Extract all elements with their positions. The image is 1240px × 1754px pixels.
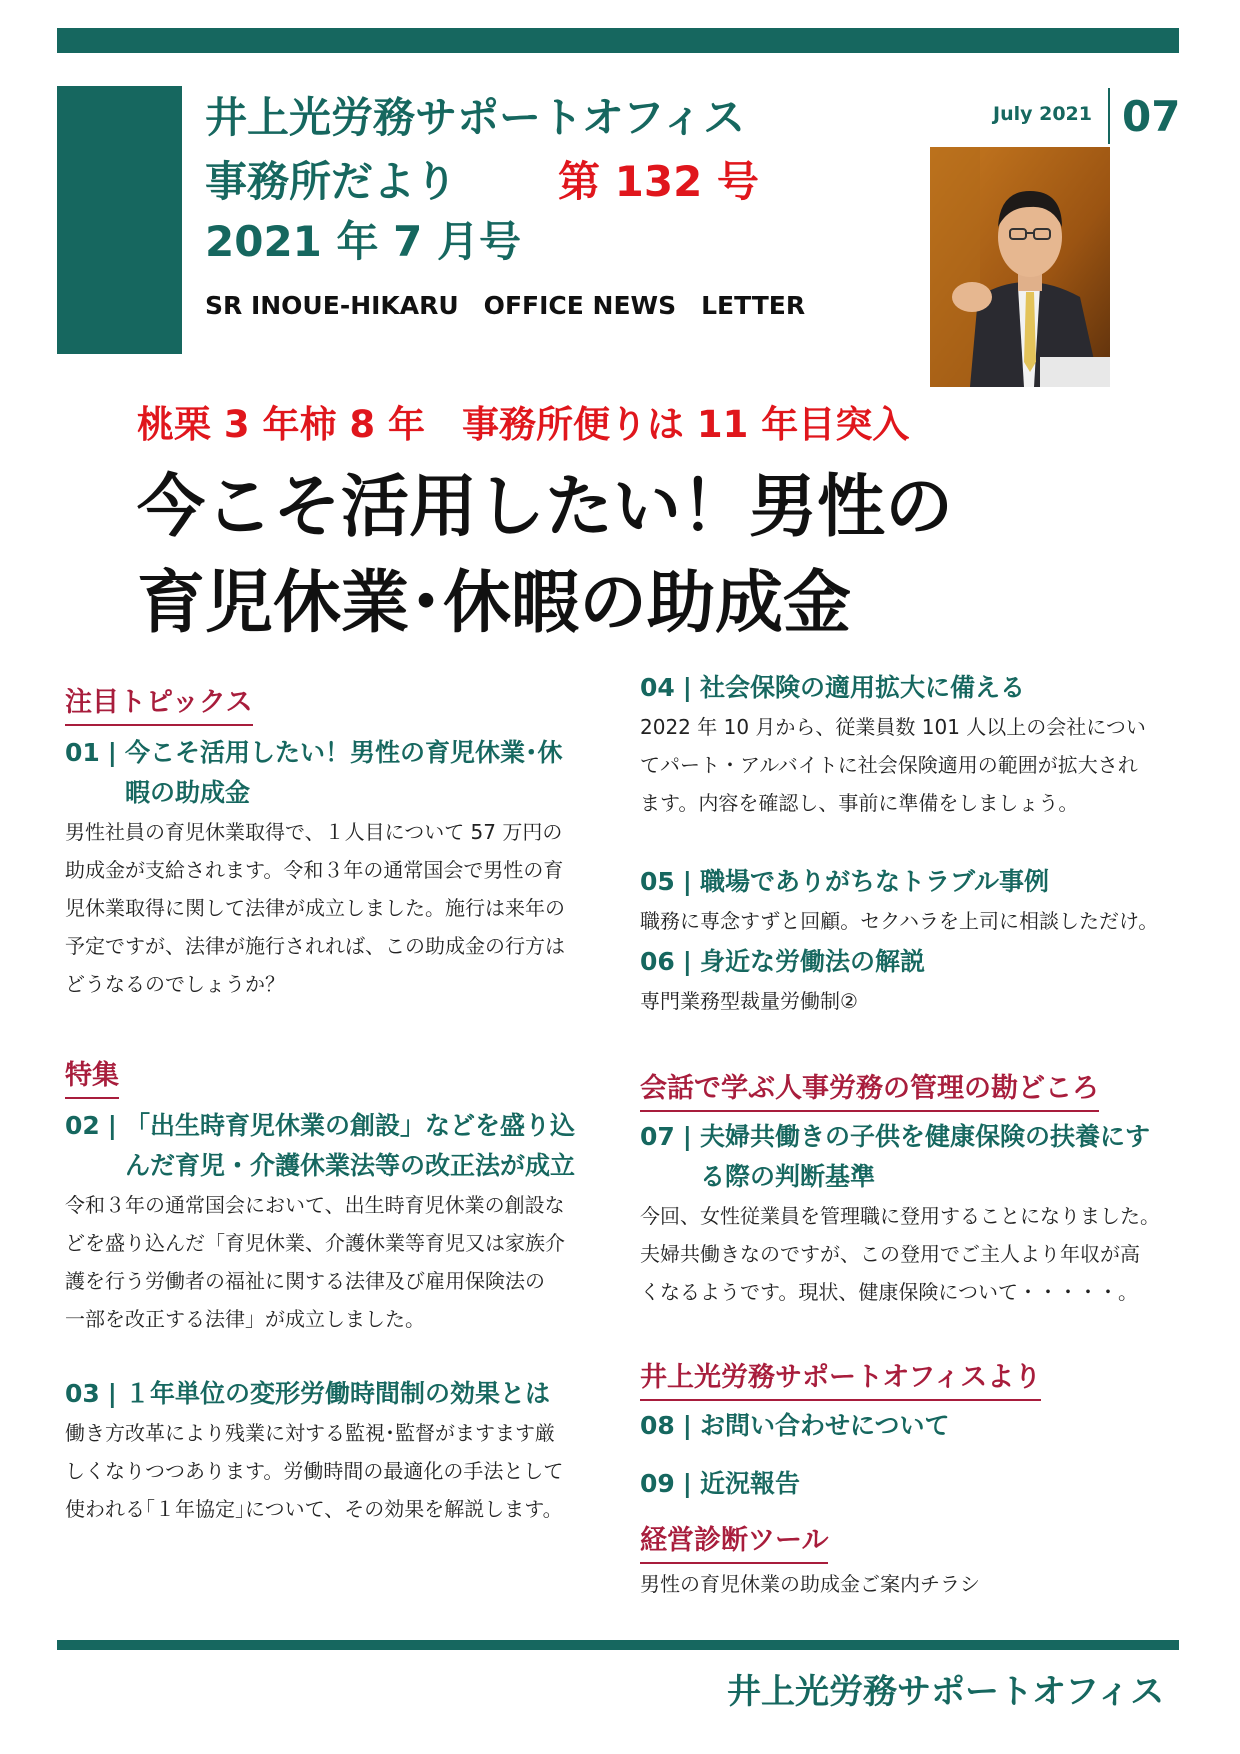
article-04-title[interactable]: 04 | 社会保険の適用拡大に備える <box>640 668 1200 708</box>
issue-number: 第 132 号 <box>558 157 759 206</box>
article-08-title[interactable]: 08 | お問い合わせについて <box>640 1406 1200 1446</box>
article-number: 09 <box>640 1469 675 1498</box>
article-number: 02 <box>65 1111 100 1140</box>
article-06-title[interactable]: 06 | 身近な労働法の解説 <box>640 942 1200 982</box>
article-title-continued: 暇の助成金 <box>125 778 251 807</box>
article-title-text: 「出生時育児休業の創設」などを盛り込 <box>124 1111 575 1140</box>
bottom-bar <box>57 1640 1179 1650</box>
article-02-body: 令和３年の通常国会において、出生時育児休業の創設な どを盛り込んだ「育児休業、介護休業等育児又は家族介 護を行う労働者の福祉に関する法律及び雇用保険法の 一部を改正する法律」が成立しました。 <box>65 1193 565 1331</box>
article-title-text: 夫婦共働きの子供を健康保険の扶養にす <box>699 1122 1150 1151</box>
article-title-text: 身近な労働法の解説 <box>699 947 925 976</box>
headline-line1: 今こそ活用したい！男性の <box>137 468 954 547</box>
article-03-title[interactable]: 03 | １年単位の変形労働時間制の効果とは <box>65 1374 615 1414</box>
article-number: 01 <box>65 738 100 767</box>
article-05-title[interactable]: 05 | 職場でありがちなトラブル事例 <box>640 862 1200 902</box>
article-number: 06 <box>640 947 675 976</box>
tagline: 桃栗 3 年柿 8 年 事務所便りは 11 年目突入 <box>137 403 910 446</box>
article-number: 05 <box>640 867 675 896</box>
article-title-continued: る際の判断基準 <box>700 1162 876 1191</box>
article-number: 07 <box>640 1122 675 1151</box>
issue-date-title: 2021 年 7 月号 <box>205 217 521 266</box>
article-title-text: お問い合わせについて <box>699 1411 950 1440</box>
right-column <box>640 668 1200 1603</box>
tool-description: 男性の育児休業の助成金ご案内チラシ <box>640 1572 980 1596</box>
header-side-block <box>57 86 182 354</box>
newsletter-title: 事務所だより <box>205 157 458 206</box>
section-tool-title: 経営診断ツール <box>640 1525 828 1564</box>
issue-date: July 2021 <box>993 103 1092 125</box>
article-number: 08 <box>640 1411 675 1440</box>
article-07-title[interactable]: 07 | 夫婦共働きの子供を健康保険の扶養にす る際の判断基準 <box>640 1117 1200 1197</box>
footer-office-name: 井上光労務サポートオフィス <box>727 1672 1165 1712</box>
date-divider <box>1108 88 1110 144</box>
section-topics-title: 注目トピックス <box>65 687 253 726</box>
article-title-continued: んだ育児・介護休業法等の改正法が成立 <box>125 1151 576 1180</box>
top-bar <box>57 28 1179 53</box>
article-number: 03 <box>65 1379 100 1408</box>
article-04-body: 2022 年 10 月から、従業員数 101 人以上の会社につい てパート・アルバイトに社会保険適用の範囲が拡大され ます。内容を確認し、事前に準備をしましょう。 <box>640 715 1146 815</box>
article-01-body: 男性社員の育児休業取得で、１人目について 57 万円の 助成金が支給されます。令和３年の通常国会で男性の育 児休業取得に関して法律が成立しました。施行は来年の 予定ですが、法律が施行されれば、この助成金の行方は どうなるのでしょうか？ <box>65 820 565 996</box>
article-title-text: 社会保険の適用拡大に備える <box>699 673 1025 702</box>
article-title-text: 近況報告 <box>699 1469 800 1498</box>
article-07-body: 今回、女性従業員を管理職に登用することになりました。 夫婦共働きなのですが、この登用でご主人より年収が高 くなるようです。現状、健康保険について・・・・・。 <box>640 1204 1160 1304</box>
portrait-photo <box>930 147 1110 387</box>
issue-month: 07 <box>1122 92 1181 141</box>
left-column <box>65 680 615 1528</box>
article-06-body: 専門業務型裁量労働制② <box>640 989 858 1013</box>
headline-line2: 育児休業･休暇の助成金 <box>137 564 852 643</box>
article-05-body: 職務に専念すずと回顧。セクハラを上司に相談しただけ。 <box>640 909 1159 933</box>
section-conversation-title: 会話で学ぶ人事労務の管理の勘どころ <box>640 1073 1099 1112</box>
article-01-title[interactable]: 01 | 今こそ活用したい！男性の育児休業･休 暇の助成金 <box>65 733 615 813</box>
article-title-text: 職場でありがちなトラブル事例 <box>699 867 1049 896</box>
article-09-title[interactable]: 09 | 近況報告 <box>640 1464 1200 1504</box>
article-number: 04 <box>640 673 675 702</box>
article-02-title[interactable]: 02 | 「出生時育児休業の創設」などを盛り込 んだ育児・介護休業法等の改正法が成立 <box>65 1106 615 1186</box>
article-03-body: 働き方改革により残業に対する監視･監督がますます厳 しくなりつつあります。労働時間の最適化の手法として 使われる｢１年協定｣について、その効果を解説します。 <box>65 1421 564 1521</box>
article-title-text: １年単位の変形労働時間制の効果とは <box>124 1379 550 1408</box>
office-title: 井上光労務サポートオフィス <box>205 93 746 142</box>
article-title-text: 今こそ活用したい！男性の育児休業･休 <box>124 738 563 767</box>
english-title: SR INOUE-HIKARU OFFICE NEWS LETTER <box>205 291 806 320</box>
section-office-title: 井上光労務サポートオフィスより <box>640 1362 1041 1401</box>
section-feature-title: 特集 <box>65 1060 119 1099</box>
